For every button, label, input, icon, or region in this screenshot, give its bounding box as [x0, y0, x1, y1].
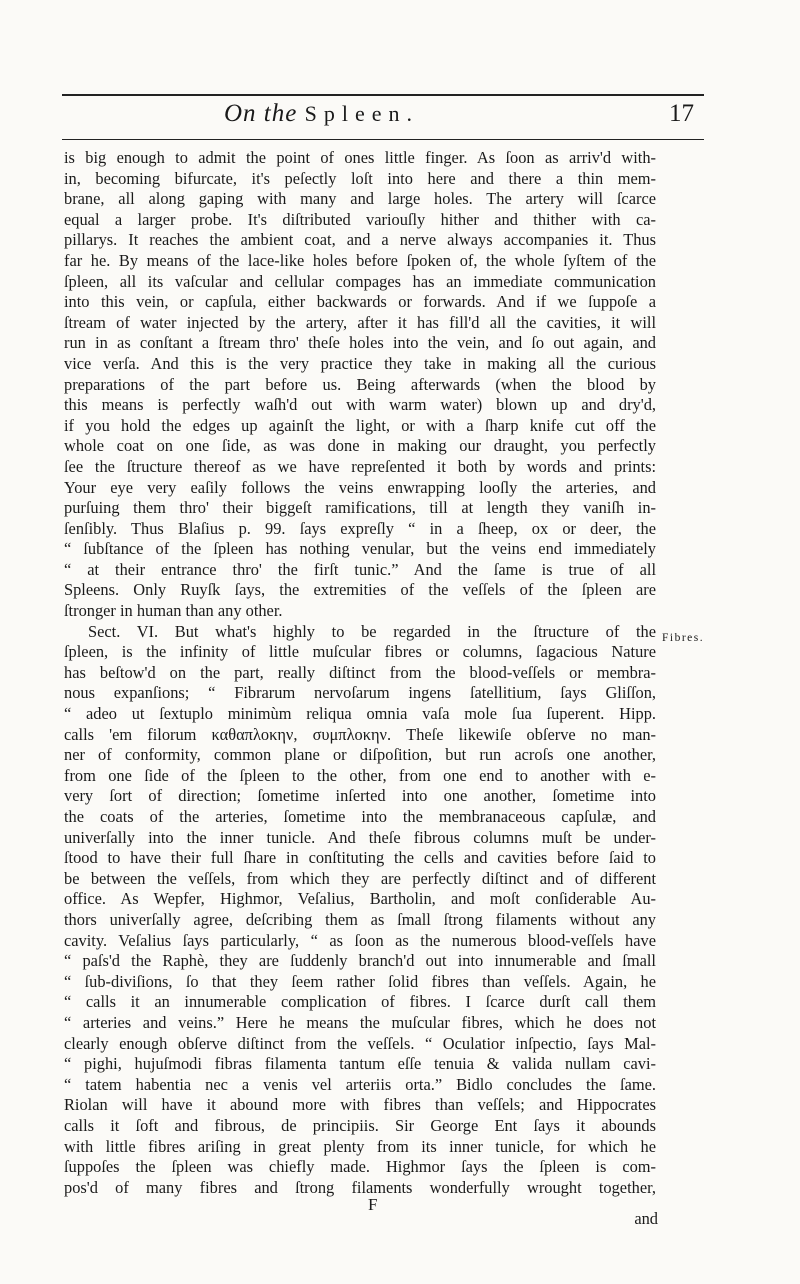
sidenote-fibres: Fibres.: [662, 632, 705, 644]
catchword: and: [634, 1209, 658, 1228]
text-line: pos'd of many fibres and ſtrong filaments wonderfully wrought together,: [64, 1177, 656, 1197]
text-line: the coats of the arteries, ſometime into the membranaceous capſulæ, and: [64, 807, 656, 826]
text-line: be between the veſſels, from which they are perfectly diſtinct and of different: [64, 868, 656, 888]
text-line: ſtood to have their full ſhare in conſtituting the cells and cavities before ſaid to: [64, 848, 656, 868]
text-line: in, becoming bifurcate, it's peſectly loſt into here and there a thin mem-: [64, 168, 656, 188]
text-line: with little fibres ariſing in great plenty from its inner tunicle, for which he: [64, 1136, 656, 1156]
text-line: thors univerſally agree, deſcribing them as ſmall ſtrong filaments without any: [64, 909, 656, 929]
text-line: far he. By means of the lace-like holes before ſpoken of, the whole ſyſtem of the: [64, 250, 656, 270]
text-line: Sect. VI. But what's highly to be regarded in the ſtructure of the: [88, 621, 656, 641]
text-line: “ at their entrance thro' the firſt tunic.” And the ſame is true of all: [64, 559, 656, 579]
text-line: ſpleen, is the infinity of little muſcular fibres or columns, ſagacious Nature: [64, 642, 656, 662]
text-line: if you hold the edges up againſt the light, or with a ſharp knife cut off the: [64, 415, 656, 435]
text-line: “ ſubſtance of the ſpleen has nothing venular, but the veins end immediately: [64, 539, 656, 559]
running-head: [64, 100, 704, 136]
text-line: calls it ſoft and fibrous, de principiis. Sir George Ent ſays it abounds: [64, 1115, 656, 1135]
text-line: “ arteries and veins.” Here he means the muſcular fibres, which he does not: [64, 1012, 656, 1032]
text-line: brane, all along gaping with many and large holes. The artery will ſcarce: [64, 189, 656, 209]
text-line: Riolan will have it abound more with fibres than veſſels; and Hippocrates: [64, 1095, 656, 1115]
text-line: clearly enough obſerve diſtinct from the veſſels. “ Oculatior inſpectio, ſays Mal-: [64, 1033, 656, 1053]
text-line: is big enough to admit the point of ones little finger. As ſoon as arriv'd with-: [64, 148, 656, 167]
text-line: “ tatem habentia nec a venis vel arteriis orta.” Bidlo concludes the ſame.: [64, 1074, 656, 1094]
page-footer: [64, 1195, 658, 1228]
text-line: ſenſibly. Thus Blaſius p. 99. ſays expreſly “ in a ſheep, ox or deer, the: [64, 518, 656, 538]
text-line: from one ſide of the ſpleen to the other, from one end to another with e-: [64, 765, 656, 785]
head-rule: [62, 139, 704, 140]
text-line: nous expanſions; “ Fibrarum nervoſarum ingens ſatellitium, ſays Gliſſon,: [64, 683, 656, 703]
signature-mark: F: [368, 1195, 378, 1214]
running-head-title-italic: On the: [224, 100, 298, 127]
text-line: ſpleen, all its vaſcular and cellular compages has an immediate communication: [64, 271, 656, 291]
running-head-title: [224, 100, 419, 128]
text-line: run in as conſtant a ſtream thro' theſe holes into the vein, and ſo out again, and: [64, 333, 656, 353]
top-rule: [62, 94, 704, 96]
text-line: Your eye very eaſily follows the veins enwrapping looſly the arteries, and: [64, 477, 656, 497]
text-line: into this vein, or capſula, either backwards or forwards. And if we ſuppoſe a: [64, 292, 656, 312]
text-line: “ pighi, hujuſmodi fibras filamenta tantum eſſe tenuia & valida nullam cavi-: [64, 1054, 656, 1074]
text-line: equal a larger probe. It's diſtributed variouſly hither and thither with ca-: [64, 209, 656, 229]
text-line: this means is perfectly waſh'd out with warm water) blown up and dry'd,: [64, 395, 656, 415]
text-line: “ ſub-diviſions, ſo that they ſeem rather ſolid fibres than veſſels. Again, he: [64, 971, 656, 991]
text-line: Spleens. Only Ruyſk ſays, the extremities of the veſſels of the ſpleen are: [64, 580, 656, 600]
text-line: “ paſs'd the Raphè, they are ſuddenly branch'd out into innumerable and ſmall: [64, 951, 656, 971]
page-number: 17: [669, 100, 694, 127]
text-line: whole coat on one ſide, as was done in making our draught, you perfectly: [64, 436, 656, 456]
text-line: cavity. Veſalius ſays particularly, “ as ſoon as the numerous blood-veſſels have: [64, 930, 656, 950]
running-head-title-caps: Spleen.: [304, 101, 419, 126]
text-line: calls 'em filorum καθαπλοκην, συμπλοκην. Theſe likewiſe obſerve no man-: [64, 724, 656, 744]
text-line: office. As Wepfer, Highmor, Veſalius, Bartholin, and moſt conſiderable Au-: [64, 889, 656, 909]
text-line: purſuing them thro' their biggeſt ramifications, till at length they vaniſh in-: [64, 498, 656, 518]
text-line: “ calls it an innumerable complication of fibres. I ſcarce durſt call them: [64, 992, 656, 1012]
body-text: [64, 148, 656, 1198]
text-line: ner of conformity, common plane or diſpoſition, but run acroſs one another,: [64, 745, 656, 765]
text-line: pillarys. It reaches the ambient coat, and a nerve always accompanies it. Thus: [64, 230, 656, 250]
text-line: vice verſa. And this is the very practice they take in making all the curious: [64, 353, 656, 373]
text-line: has beſtow'd on the part, really diſtinct from the blood-veſſels or membra-: [64, 662, 656, 682]
text-line: “ adeo ut ſextuplo minimùm reliqua omnia vaſa mole ſua ſuperent. Hipp.: [64, 704, 656, 724]
text-line: univerſally into the inner tunicle. And theſe fibrous columns muſt be under-: [64, 827, 656, 847]
text-line: very ſort of direction; ſometime inſerted into one another, ſometime into: [64, 786, 656, 806]
text-line: preparations of the part before us. Being afterwards (when the blood by: [64, 374, 656, 394]
text-line: ſuppoſes the ſpleen was chiefly made. Highmor ſays the ſpleen is com-: [64, 1157, 656, 1177]
text-line: ſtronger in human than any other.: [64, 601, 283, 621]
text-line: ſee the ſtructure thereof as we have repreſented it both by words and prints:: [64, 456, 656, 476]
text-line: ſtream of water injected by the artery, after it has fill'd all the cavities, it will: [64, 312, 656, 332]
